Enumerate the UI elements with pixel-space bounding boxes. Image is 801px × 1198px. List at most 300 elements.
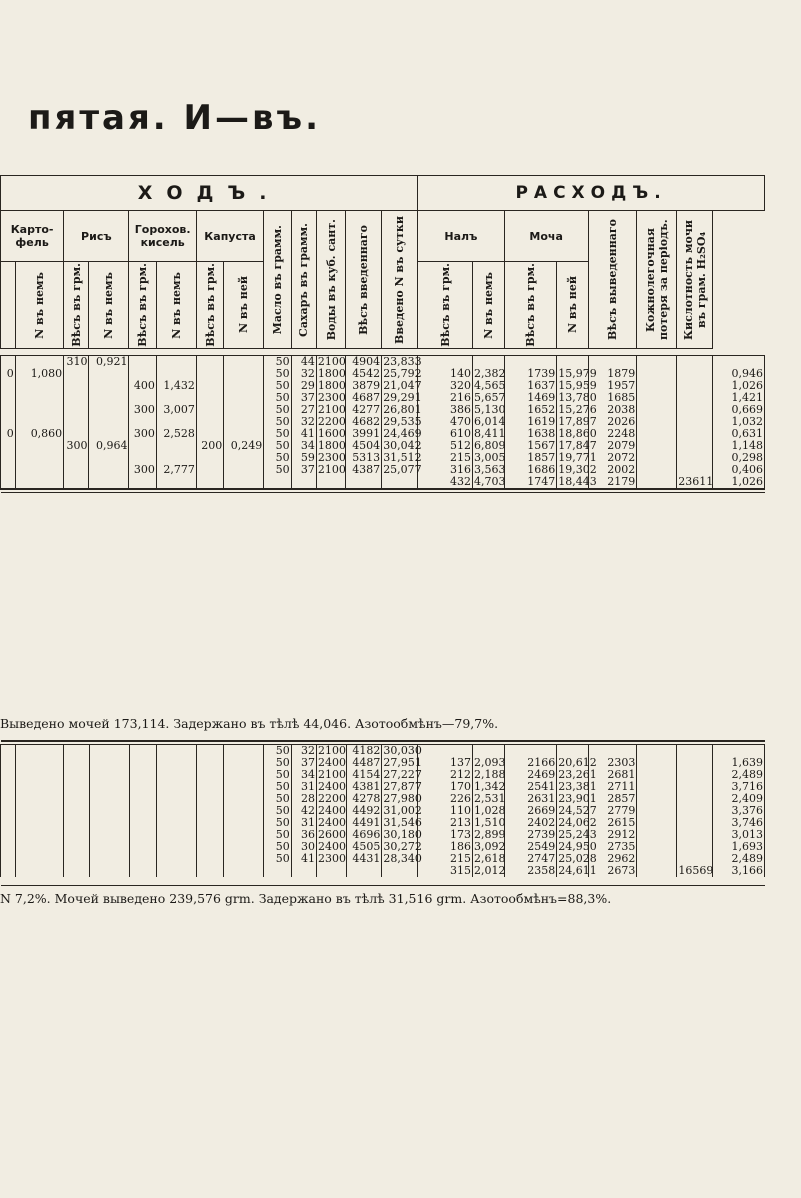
table-cell [2, 476, 14, 488]
table-cell: 1,028 [474, 804, 506, 817]
table-cell: 18,443 [558, 475, 597, 488]
table-cell-empty [65, 781, 87, 793]
table-cell [198, 404, 222, 416]
vvedeno-n-header: Введено N въ сутки [393, 215, 407, 344]
table-cell: 50 [275, 756, 290, 769]
table-cell: 31,546 [383, 816, 422, 829]
kozhn-header: Кожнолегочная потеря за періодъ. [643, 219, 670, 340]
table-cell [158, 476, 195, 488]
col-maslo [264, 745, 291, 878]
table-cell-empty [17, 865, 62, 877]
table-cell [678, 380, 711, 392]
table-cell-empty [91, 781, 128, 793]
table-cell [383, 476, 416, 488]
table-cell: 27,980 [383, 792, 422, 805]
table-cell: 30,030 [383, 744, 422, 757]
table-cell: 470 [449, 415, 471, 428]
table-cell [198, 476, 222, 488]
table-cell [678, 769, 711, 781]
table-cell: 31 [301, 816, 316, 829]
table-cell [265, 476, 289, 488]
table-cell: 24,469 [383, 427, 422, 440]
table-cell: 50 [275, 463, 290, 476]
table-cell: 4,565 [473, 379, 506, 392]
table-cell: 5,657 [473, 391, 506, 404]
table-cell: 24,062 [558, 816, 597, 829]
table-cell [678, 757, 711, 769]
table-cell-empty [198, 865, 222, 877]
table-cell-empty [65, 817, 87, 829]
table-cell: 0,946 [731, 367, 763, 380]
col-empty [637, 356, 677, 490]
table-cell: 31 [301, 780, 316, 793]
table-cell: 4505 [352, 840, 381, 853]
table-cell-empty [198, 745, 222, 757]
table-cell [678, 404, 711, 416]
table-cell: 2,489 [731, 768, 763, 781]
table-cell: 23,381 [558, 780, 597, 793]
table-cell: 41 [300, 427, 315, 440]
table-cell-empty [17, 817, 62, 829]
table-cell: 2,409 [731, 792, 763, 805]
col-gor-w [129, 356, 156, 490]
raskhod-header: РАСХОДЪ. [418, 176, 765, 211]
table-cell-empty [225, 769, 262, 781]
table-cell: 24,950 [558, 840, 597, 853]
table-cell-empty [65, 853, 87, 865]
table-cell: 3991 [352, 427, 381, 440]
table-cell: 300 [133, 427, 155, 440]
table-cell: 6,014 [473, 415, 506, 428]
table-cell: 1600 [317, 427, 346, 440]
table-cell: 13,780 [558, 391, 597, 404]
table-cell-empty [198, 853, 222, 865]
table-cell-empty [17, 829, 62, 841]
table-cell-empty [131, 793, 155, 805]
ris-header: Рисъ [64, 211, 129, 262]
table-cell: 29,535 [383, 415, 422, 428]
table-cell: 1957 [607, 379, 636, 392]
ris-n-header: N въ немъ [102, 271, 116, 339]
table-cell: 50 [275, 403, 290, 416]
table-cell: 50 [275, 391, 290, 404]
table-cell [17, 452, 62, 464]
table-cell: 2,531 [474, 792, 506, 805]
table-cell [2, 380, 14, 392]
col-vody [317, 745, 347, 878]
table-cell: 28,340 [383, 852, 422, 865]
table-cell-empty [91, 769, 128, 781]
col-kartofel-n [15, 356, 63, 490]
vody-header: Воды въ куб. сант. [324, 218, 338, 341]
page-heading: пятая. И—въ. [28, 98, 321, 138]
table-cell-empty [225, 757, 262, 769]
table-cell: 1800 [317, 379, 346, 392]
table-cell: 1,148 [731, 439, 763, 452]
table-cell: 31,512 [383, 451, 422, 464]
col-empty [196, 745, 223, 878]
table-cell: 3,376 [731, 804, 763, 817]
table-cell: 50 [275, 451, 290, 464]
table-cell [17, 440, 62, 452]
table-cell-empty [225, 745, 262, 757]
table-cell: 37 [301, 756, 316, 769]
table-cell [2, 392, 14, 404]
table-cell [225, 380, 262, 392]
table-cell: 1,080 [30, 367, 63, 380]
table-cell: 1800 [317, 367, 346, 380]
col-empty [129, 745, 156, 878]
table-cell-empty [91, 853, 128, 865]
table-cell-empty [2, 841, 14, 853]
table-cell-empty [638, 757, 675, 769]
col-ris-w [64, 356, 89, 490]
table-cell: 15,979 [558, 367, 597, 380]
table-cell: 24,527 [558, 804, 597, 817]
table-cell [225, 356, 262, 368]
table-cell [2, 464, 14, 476]
table-cell: 432 [449, 475, 471, 488]
table-cell: 1,510 [474, 816, 506, 829]
table-cell: 50 [275, 367, 290, 380]
table-cell-empty [131, 757, 155, 769]
col-empty [1, 745, 16, 878]
table-cell [130, 476, 154, 488]
table-cell: 2400 [318, 816, 347, 829]
note-period-1: Выведено мочей 173,114. Задержано въ тѣлѣ 44,046. Азотообмѣнъ—79,7%. [0, 716, 499, 731]
table-cell: 28 [301, 792, 316, 805]
table-cell: 2400 [318, 804, 347, 817]
table-cell [17, 392, 62, 404]
table-cell-empty [158, 853, 195, 865]
table-cell [158, 356, 195, 368]
table-cell: 30,042 [383, 439, 422, 452]
table-cell-empty [2, 781, 14, 793]
table-cell-empty [17, 769, 62, 781]
table-cell: 2,777 [163, 463, 195, 476]
kapusta-header: Капуста [196, 211, 263, 262]
table-cell: 213 [450, 816, 471, 829]
table-cell: 2038 [607, 403, 636, 416]
table-cell: 386 [449, 403, 471, 416]
table-cell: 2,188 [474, 768, 506, 781]
table-cell-empty [91, 805, 128, 817]
table-cell [225, 392, 262, 404]
table-cell [198, 464, 222, 476]
table-cell [130, 440, 154, 452]
table-cell: 4381 [352, 780, 381, 793]
table-cell: 315 [450, 864, 471, 877]
table-cell [198, 392, 222, 404]
table-cell: 24,611 [558, 864, 597, 877]
table-cell [383, 865, 416, 877]
table-cell: 50 [275, 427, 290, 440]
table-cell [678, 440, 711, 452]
table-cell [65, 380, 87, 392]
table-cell: 2747 [527, 852, 556, 865]
table-cell: 2079 [607, 439, 636, 452]
table-cell: 2072 [607, 451, 636, 464]
table-cell: 0 [6, 367, 14, 380]
table-cell-empty [131, 769, 155, 781]
table-cell: 0,921 [95, 355, 128, 368]
table-cell [225, 416, 262, 428]
table-cell [678, 781, 711, 793]
table-cell: 41 [301, 852, 316, 865]
table-cell: 1469 [527, 391, 556, 404]
table-cell: 30,180 [383, 828, 422, 841]
table-cell: 2400 [318, 780, 347, 793]
col-mocha-n [557, 745, 597, 878]
table-cell [678, 368, 711, 380]
table-cell: 50 [275, 439, 290, 452]
col-empty [64, 745, 89, 878]
ris-w-header: Вѣсъ въ грм. [69, 263, 83, 347]
col-gor-n [156, 356, 196, 490]
table-cell-empty [2, 757, 14, 769]
table-cell: 23,901 [558, 792, 597, 805]
table-cell: 1,639 [731, 756, 763, 769]
table-cell: 226 [450, 792, 471, 805]
table-period-2 [0, 740, 765, 886]
gorokh-header: Горохов. кисель [129, 211, 196, 262]
table-cell [65, 404, 87, 416]
table-cell [318, 476, 344, 488]
table-cell-empty [638, 745, 675, 757]
table-cell: 1,693 [731, 840, 763, 853]
table-cell: 17,847 [558, 439, 597, 452]
table-cell: 2711 [607, 780, 636, 793]
table-cell-empty [638, 428, 675, 440]
table-cell: 137 [450, 756, 471, 769]
table-cell [2, 452, 14, 464]
table-cell: 215 [450, 852, 471, 865]
table-cell-empty [225, 865, 262, 877]
table-cell-empty [225, 781, 262, 793]
table-cell [65, 416, 87, 428]
table-cell [678, 416, 711, 428]
table-cell: 110 [450, 804, 471, 817]
col-kozhn [677, 356, 713, 490]
col-empty [224, 745, 264, 878]
table-cell: 2739 [527, 828, 556, 841]
table-cell: 2681 [607, 768, 636, 781]
table-cell: 2,382 [473, 367, 506, 380]
table-cell-empty [198, 805, 222, 817]
table-cell-empty [2, 805, 14, 817]
table-cell: 170 [450, 780, 471, 793]
table-cell: 2,618 [474, 852, 506, 865]
table-cell-empty [225, 793, 262, 805]
table-cell-empty [225, 841, 262, 853]
table-cell: 42 [301, 804, 316, 817]
table-cell-empty [158, 757, 195, 769]
table-cell: 2857 [607, 792, 636, 805]
table-cell: 2002 [607, 463, 636, 476]
table-cell [678, 817, 711, 829]
table-cell: 8,411 [473, 427, 506, 440]
table-cell: 610 [449, 427, 471, 440]
table-cell-empty [2, 853, 14, 865]
table-cell-empty [65, 829, 87, 841]
table-cell-empty [17, 841, 62, 853]
table-cell: 50 [275, 840, 290, 853]
table-cell-empty [638, 368, 675, 380]
table-cell [65, 452, 87, 464]
table-cell: 2300 [318, 852, 347, 865]
table-cell: 1,432 [163, 379, 195, 392]
table-cell [225, 368, 262, 380]
table-cell: 1800 [317, 439, 346, 452]
table-cell: 2400 [318, 840, 347, 853]
table-cell-empty [131, 829, 155, 841]
table-cell-empty [638, 853, 675, 865]
table-cell [90, 464, 127, 476]
table-cell: 2100 [317, 463, 346, 476]
table-cell: 27,877 [383, 780, 422, 793]
table-cell [198, 452, 222, 464]
table-cell: 140 [449, 367, 471, 380]
col-kal-w [418, 745, 473, 878]
col-kap-w [196, 356, 223, 490]
table-cell [65, 368, 87, 380]
table-cell: 2300 [317, 451, 346, 464]
col0-header [1, 262, 16, 349]
table-cell: 173 [450, 828, 471, 841]
table-cell [90, 392, 127, 404]
table-cell: 1619 [527, 415, 556, 428]
table-cell: 32 [300, 415, 315, 428]
table-cell-empty [65, 865, 87, 877]
table-cell: 2549 [527, 840, 556, 853]
table-cell-empty [198, 817, 222, 829]
table-cell [198, 356, 222, 368]
kislot-header: Кислотность мочи въ грам. H₂SO₄ [681, 219, 708, 340]
table-cell: 1,026 [731, 379, 763, 392]
table-cell-empty [2, 745, 14, 757]
maslo-header: Масло въ грамм. [270, 224, 284, 335]
table-cell-empty [638, 817, 675, 829]
col-c0 [1, 356, 16, 490]
table-cell-empty [158, 829, 195, 841]
table-cell: 400 [133, 379, 155, 392]
table-cell-empty [638, 440, 675, 452]
mocha-n-header: N въ ней [566, 276, 579, 334]
table-cell: 216 [449, 391, 471, 404]
table-cell [17, 404, 62, 416]
col-ris-n [89, 356, 129, 490]
table-cell-empty [2, 865, 14, 877]
table-cell-empty [638, 805, 675, 817]
table-cell: 2962 [607, 852, 636, 865]
table-cell-empty [158, 817, 195, 829]
table-cell: 1567 [527, 439, 556, 452]
table-cell-empty [65, 841, 87, 853]
table-cell-empty [17, 853, 62, 865]
table-cell: 300 [66, 439, 88, 452]
table-cell: 512 [449, 439, 471, 452]
table-cell-empty [198, 829, 222, 841]
table-cell-empty [638, 404, 675, 416]
table-cell-empty [225, 829, 262, 841]
col-vvedeno-n [382, 744, 422, 878]
table-cell: 2,899 [474, 828, 506, 841]
table-cell: 1,026 [731, 475, 763, 488]
table-cell [198, 380, 222, 392]
table-cell [318, 865, 345, 877]
table-cell: 4696 [352, 828, 381, 841]
table-cell-empty [638, 865, 675, 877]
table-cell: 3,716 [731, 780, 763, 793]
table-cell: 310 [66, 355, 88, 368]
kap-n-header: N въ ней [237, 276, 251, 334]
table-cell: 29,291 [383, 391, 422, 404]
table-cell-empty [225, 805, 262, 817]
col-ves-vved [346, 356, 382, 490]
table-cell: 37 [300, 391, 315, 404]
table-cell: 2,012 [474, 864, 506, 877]
table-cell-empty [17, 805, 62, 817]
table-cell [90, 368, 127, 380]
table-cell: 25,028 [558, 852, 597, 865]
table-cell-empty [158, 745, 195, 757]
kal-n-header: N въ немъ [481, 271, 495, 339]
table-cell-empty [198, 757, 222, 769]
table-cell: 1652 [527, 403, 556, 416]
sakhar-header: Сахаръ въ грамм. [297, 222, 311, 337]
table-cell-empty [17, 793, 62, 805]
table-cell: 4504 [352, 439, 381, 452]
table-cell: 0,860 [30, 427, 63, 440]
table-cell-empty [91, 817, 128, 829]
col-kal-n [473, 745, 505, 878]
table-cell-empty [2, 829, 14, 841]
table-cell: 15,959 [558, 379, 597, 392]
table-cell: 4492 [352, 804, 381, 817]
table-cell: 29 [300, 379, 315, 392]
table-cell [90, 404, 127, 416]
kap-w-header: Вѣсъ въ грм. [203, 263, 217, 347]
table-cell-empty [198, 769, 222, 781]
table-cell: 1,032 [731, 415, 763, 428]
col-kal-w [418, 356, 473, 490]
table-cell: 2779 [607, 804, 636, 817]
table-cell: 50 [275, 852, 290, 865]
table-cell: 320 [449, 379, 471, 392]
table-cell [265, 865, 289, 877]
table-cell-empty [91, 793, 128, 805]
table-cell-empty [65, 805, 87, 817]
table-cell-empty [638, 476, 675, 488]
kal-w-header: Вѣсъ въ грм. [438, 263, 452, 347]
mocha-header: Моча [504, 211, 588, 262]
table-cell: 2100 [318, 768, 347, 781]
table-cell: 5313 [352, 451, 381, 464]
table-cell: 4387 [352, 463, 381, 476]
table-cell-empty [2, 793, 14, 805]
table-cell [90, 380, 127, 392]
table-cell-empty [91, 757, 128, 769]
table-cell-empty [158, 841, 195, 853]
col-empty [15, 745, 63, 878]
table-cell: 37 [300, 463, 315, 476]
table-cell [225, 452, 262, 464]
gor-w-header: Вѣсъ въ грм. [136, 263, 150, 347]
table-cell [293, 476, 315, 488]
table-cell [65, 464, 87, 476]
col-mocha-w [504, 356, 557, 490]
table-cell: 4682 [352, 415, 381, 428]
